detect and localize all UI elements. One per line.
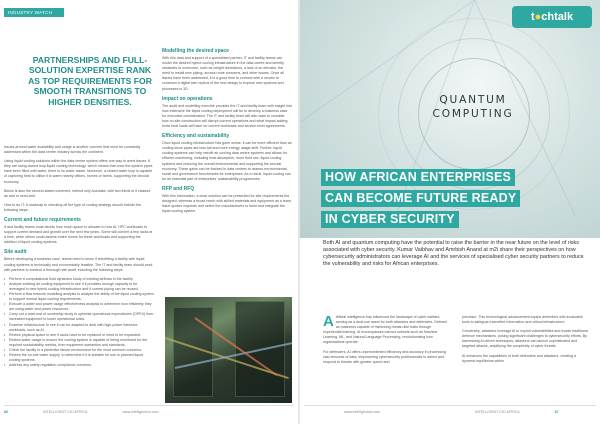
pull-headline: PARTNERSHIPS AND FULL-SOLUTION EXPERTISE RANK AS TOP REQUIREMENTS FOR SMOOTH TRANSITIONS TO HIGHER DENSITIES. <box>28 55 152 107</box>
list-item: • Carry out a total cost of ownership study to optimise operational expenditures (OPEX) from increased equipment to lower operational costs. <box>4 312 154 322</box>
subheading-current-requirements: Current and future requirements <box>4 217 81 224</box>
paragraph: AI enhances the capabilities of both defenders and attackers, creating a dynamic equilibrium within <box>462 353 577 363</box>
list-item: • Examine infrastructure to see if can be adapted to deal with high-power intensive workloads, such as AI. <box>4 323 154 333</box>
right-page <box>300 0 600 424</box>
footer-url: www.intelligentcio.com <box>344 410 381 414</box>
paragraph: It and facility teams must decide how much space to allocate to how AI, HPC workloads to support current demand and growth over the next few years. Some will convert a few racks at a time, while others could assess entire rooms for these workloads and supporting the addition of liquid cooling systems. <box>4 225 153 245</box>
subheading-rfp: RFP and RFQ <box>162 185 195 192</box>
list-item: • Review physical space to see if racks have to be replaced or need to be expanded. <box>4 333 154 338</box>
article-column-2 <box>162 45 292 218</box>
paragraph-text: rtificial intelligence has influenced the landscape of cyber warfare, serving as a dual-use asset for both attackers and defenders. Defined as machines capable of mimicking human-like traits through experiential learning, AI encompasses various subsets such as Machine Learning, ML, and Natural Language Processing, revolutionising how organisations operate. <box>323 315 447 345</box>
article-column-1 <box>4 145 154 372</box>
footer-publication: INTELLIGENT CIO AFRICA <box>43 410 88 414</box>
audit-steps-list <box>4 277 154 369</box>
server-cabling-photo <box>165 297 292 403</box>
dropcap: A <box>323 313 334 330</box>
paragraph: The audit and modelling exercise provides the IT and facility team with insight into how extensive the liquid cooling deployment will be to develop a business case for executive consideration. The IT and facility team will also want to consider how on-site construction will disrupt current operations and what impact adding extra heat loads will have on current workloads and service-level agreements. <box>162 103 292 129</box>
paragraph: With this information, a clear solution can be presented for site requirements the designed, whereas a broad reach with skilled materials and equipment as a team, issue quotes requests and select the manufacturers to build and integrate the liquid cooling system. <box>162 193 292 214</box>
paragraph: For defenders, AI offers unprecedented efficiency and accuracy in processing vast amounts of data, empowering cybersecurity professionals to detect and respond to threats with greater speed and <box>323 349 446 364</box>
subheading-operations: Impact on operations <box>162 95 213 102</box>
standfirst: Both AI and quantum computing have the potential to raise the barrier in the near future on the level of risks associated with cyber security. Kumar Vaibhav and Amrbish Anand at m2i share their perspectives on how cybersecurity administrators can leverage AI and the services of specialised cyber security partners to reduce the vulnerability and risks for African enterprises. <box>323 240 584 267</box>
logo-dot-icon: ● <box>534 11 542 23</box>
left-page <box>0 0 298 424</box>
paragraph-with-dropcap <box>323 315 448 346</box>
paragraph: Below is also the second-stated comment, behind only Australia, with two thirds of it classed as arid or semi-arid. <box>4 188 151 198</box>
hero-caption-line: QUANTUM <box>439 94 507 106</box>
list-item: • Address any safety regulation compliance concerns. <box>4 363 154 368</box>
paragraph: Once liquid cooling infrastructure has gone online, it can be more efficient than air cooling since pipes are less tall and more energy usage shift. Further, liquid cooling systems can help retrofit air cooling data centre systems and allows for efficient monitoring, including heat absorption, more fluid use, liquid cooling systems and reducing the overall environmental and supporting the circular economy. These gains can be tracked in data centres to assess environmental, social and governance benchmarks for enterprises. As a result, liquid cooling can be an essential part of enterprises' sustainability programmes. <box>162 141 292 181</box>
page-number: 87 <box>554 410 559 414</box>
list-item: • Perform a computational fluid dynamics study of existing airflows in the facility. <box>4 277 154 282</box>
title-line: IN CYBER SECURITY <box>321 211 459 228</box>
title-line: CAN BECOME FUTURE READY <box>321 190 520 207</box>
paragraph: Issues around water availability and usage is another concern that must be constantly addressed within the data centre industry across the continent. <box>4 145 141 155</box>
subheading-modelling: Modelling the desired space <box>162 48 229 54</box>
list-item: • Analyse existing air cooling equipment to see if it provides enough capacity to be leveraged in new hybrid cooling infrastructure and if current piping can be reused. <box>4 282 154 292</box>
paragraph: precision. This technological advancement equips defenders with invaluable tools to safeguard sensitive information and critical infrastructure. <box>462 315 583 325</box>
paragraph: Conversely, attackers leverage AI to exploit vulnerabilities and evade traditional defence mechanisms, posing significant challenges to cybersecurity efforts. By harnessing AI-driven techniques, attackers can launch sophisticated and targeted attacks, amplifying the complexity of cyber threats. <box>462 329 588 349</box>
section-tag: INDUSTRY WATCH <box>4 8 64 17</box>
list-item: • Review water usage to ensure the cooling system is capable of being monitored for the required sustainability metrics, from equipment warranties and standards. <box>4 338 154 348</box>
subheading-site-audit: Site audit <box>4 249 27 256</box>
subheading-efficiency: Efficiency and sustainability <box>162 133 230 140</box>
paragraph: How to do IT: A roadmap to checking off the type of cooling strategy should include the following steps: <box>4 202 142 212</box>
page-footer-left <box>4 405 294 419</box>
hero-caption-line: COMPUTING <box>432 108 514 120</box>
footer-url: www.intelligentcio.com <box>122 410 159 414</box>
techtalk-logo <box>512 6 592 28</box>
paragraph: Before developing a business case, teams need to know if retrofitting a facility with liquid cooling systems is technically and economically feasible. The IT and facility team should work with partners to conduct a thorough site audit, including the following steps: <box>4 257 153 272</box>
page-footer-right <box>304 405 596 419</box>
list-item: • Check the facility in a predictive failure environment for the most common concerns. <box>4 348 154 353</box>
hero-caption <box>424 93 522 121</box>
list-item: • Review the on-site water supply, to determine if it is suitable for use in planned liquid cooling systems. <box>4 353 154 363</box>
paragraph: Using liquid cooling solutions within the data centre system offers one way to avert issues. If they are using closed loop liquid cooling technology, which means that once the system pipes have been filled with water, there is no water waste. Moreover, a closed water loop is capable of capturing heat to utilise it to warm nearby offices, homes or farms, supporting the circular economy. <box>4 159 153 184</box>
logo-text-a: t <box>530 11 535 23</box>
footer-publication: INTELLIGENT CIO AFRICA <box>475 410 520 414</box>
title-line: HOW AFRICAN ENTERPRISES <box>321 169 515 186</box>
paragraph: With this data and support of a specialised partner, IT and facility teams can model the desired hybrid cooling infrastructure in the data centre and identify obstacles to overcome, such as weight restrictions, a lack of an elevator, the need to install new piping, access route concerns, and other issues. Once all issues have been addressed, it is a good time to connect with a vendor to construct a digital twin replica of the new design to explore new systems and processes in 3D. <box>162 56 284 91</box>
article-title <box>321 168 593 231</box>
list-item: • Execute a water and power usage effectiveness analysis to determine how efficiently they are using water and power resources. <box>4 302 154 312</box>
article-column-4 <box>462 315 590 368</box>
article-column-3 <box>323 315 448 369</box>
list-item: • Perform a flow network modelling analysis to analyse the ability of the liquid cooling system to support normal liquid cooling requirements. <box>4 292 154 302</box>
logo-text-b: chtalk <box>541 11 574 23</box>
page-number: 86 <box>4 410 8 414</box>
